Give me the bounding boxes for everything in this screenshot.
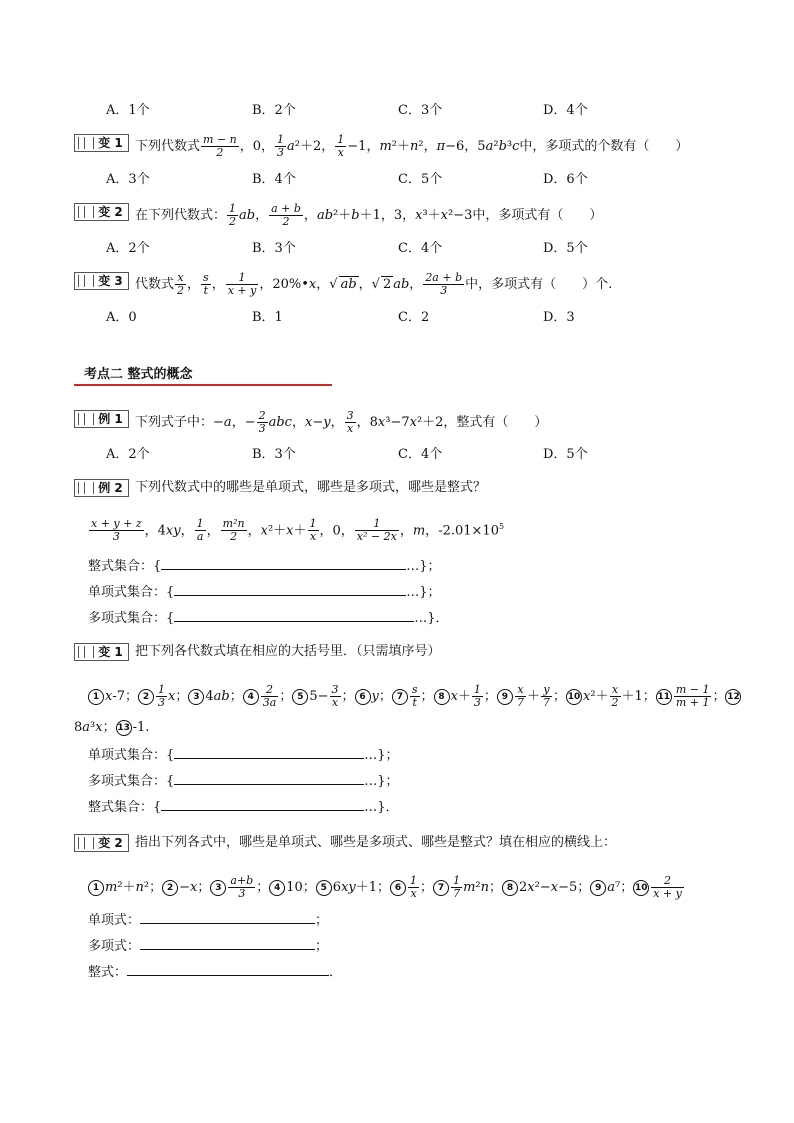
bian2b-question: 指出下列各式中，哪些是单项式、哪些是多项式、哪些是整式？填在相应的横线上：	[135, 835, 617, 850]
bian1b-set-monomial	[88, 746, 399, 765]
option-a[interactable]: A．0	[106, 310, 137, 325]
bian1b-expressions-cont: 8a³x； 13 -1.	[74, 720, 150, 735]
option-b[interactable]: B．2个	[252, 103, 296, 118]
answer-blank[interactable]	[174, 609, 414, 622]
set-end: …}．	[414, 611, 449, 626]
answer-end: ；	[315, 913, 329, 928]
question-text: 在下列代数式：	[135, 208, 227, 223]
tag-label: 变 3	[98, 274, 123, 288]
bian3-tag	[74, 272, 129, 290]
set-label: 单项式集合：{	[88, 748, 175, 763]
bian1b-expressions: 1 x-7； 2 $\frac{1}{3}$ x； 3 4ab； 4 $\frac{2}{3a}$ ； 5 5− $\frac{3}{x}$ ； 6 y； 7 $\frac{s}{t}$ ； 8 x＋ $\frac{1}{3}$ ； 9 $\frac{x}{7}$ ＋ $\frac{y}{7}$ ； 10 x²＋ $\frac{x}{2}$ ＋1； 11 $\frac{m - 1}{m + 1}$ ； 12	[88, 684, 742, 709]
set-end: …}．	[364, 800, 399, 815]
answer-label: 整式：	[88, 965, 128, 980]
bian1-question: 下列代数式 $\frac{m - n}{2}$ ，0， $\frac{1}{3}$ a²＋2， $\frac{1}{x}$ −1，m²＋n²，π−6，5a²b³c中，多项式的个数有（ ）	[135, 133, 689, 159]
answer-end: ．	[329, 965, 343, 980]
tag-label: 变 2	[98, 836, 123, 850]
question-text: 代数式	[135, 277, 175, 292]
sci-number: -2.01×10	[438, 523, 499, 539]
li2-question: 下列代数式中的哪些是单项式，哪些是多项式，哪些是整式？	[135, 480, 487, 495]
question-text: 中，多项式有（ ）	[472, 208, 603, 223]
li2-expressions: $\frac{x + y + z}{3}$ ，4xy， $\frac{1}{a}$ ， $\frac{\text{m²n}}{2}$ ，x²＋x＋ $\frac{1}{x}$ ，0， $\frac{1}{\text{x² − 2x}}$ ，m，$-2.01\times 10^5$	[91, 517, 505, 544]
answer-blank[interactable]	[161, 557, 406, 570]
bian1b-set-integral	[88, 798, 399, 817]
bian1b-tag	[74, 643, 129, 661]
answer-end: ；	[315, 939, 329, 954]
question-text: 下列式子中：	[135, 415, 214, 430]
bian2-tag	[74, 203, 129, 221]
answer-blank[interactable]	[174, 746, 364, 759]
option-b[interactable]: B．3个	[252, 447, 296, 462]
option-b[interactable]: B．3个	[252, 241, 296, 256]
last-item: -1.	[132, 720, 150, 735]
answer-blank[interactable]	[174, 583, 406, 596]
li1-options	[106, 443, 606, 461]
set-end: …}；	[406, 559, 441, 574]
option-a[interactable]: A．3个	[106, 172, 150, 187]
section-heading	[74, 366, 332, 386]
bian2b-tag	[74, 834, 129, 852]
option-b[interactable]: B．1	[252, 310, 283, 325]
option-c[interactable]: C．4个	[398, 447, 443, 462]
option-d[interactable]: D．5个	[543, 447, 588, 462]
bian1-options	[106, 168, 606, 186]
set-label: 整式集合：{	[88, 559, 162, 574]
set-end: …}；	[406, 585, 441, 600]
answer-blank[interactable]	[140, 911, 315, 924]
li1-tag	[74, 410, 129, 428]
set-label: 整式集合：{	[88, 800, 162, 815]
bian2b-monomial-line	[88, 911, 328, 930]
li2-set-polynomial	[88, 609, 449, 628]
bian1b-set-polynomial	[88, 772, 399, 791]
li2-set-monomial	[88, 583, 441, 602]
option-c[interactable]: C．4个	[398, 241, 443, 256]
question-text: 中，多项式的个数有（ ）	[519, 139, 689, 154]
bian2b-integral-line	[88, 963, 342, 982]
set-end: …}；	[364, 748, 399, 763]
set-label: 单项式集合：{	[88, 585, 175, 600]
bian2-question: 在下列代数式： $\frac{1}{2}$ ab， $\frac{a + b}{2}$ ，ab²＋b＋1，3，x³＋x²−3中，多项式有（ ）	[135, 202, 603, 228]
option-a[interactable]: A．2个	[106, 447, 150, 462]
bian3-question: 代数式 $\frac{x}{2}$ ， $\frac{s}{t}$ ， $\frac{1}{x + y}$ ，20%•x，√ ab ，√ 2 ab， $\frac{2a + b}{3}$ 中，多项式有（ ）个.	[135, 271, 613, 297]
li2-set-integral	[88, 557, 441, 576]
option-b[interactable]: B．4个	[252, 172, 296, 187]
tag-label: 例 2	[98, 481, 123, 495]
answer-blank[interactable]	[161, 798, 364, 811]
set-label: 多项式集合：{	[88, 611, 175, 626]
tag-label: 变 1	[98, 645, 123, 659]
option-d[interactable]: D．3	[543, 310, 575, 325]
answer-blank[interactable]	[174, 772, 364, 785]
answer-label: 单项式：	[88, 913, 141, 928]
option-d[interactable]: D．6个	[543, 172, 588, 187]
option-c[interactable]: C．2	[398, 310, 430, 325]
option-d[interactable]: D．5个	[543, 241, 588, 256]
li1-question: 下列式子中：−a，− $\frac{2}{3}$ abc，x−y， $\frac{3}{x}$ ，8x³−7x²＋2，整式有（ ）	[135, 409, 548, 435]
bian2b-polynomial-line	[88, 937, 328, 956]
option-d[interactable]: D．4个	[543, 103, 588, 118]
bian2-options	[106, 237, 606, 255]
answer-blank[interactable]	[140, 937, 315, 950]
bian3-options	[106, 306, 606, 324]
section-title: 考点二 整式的概念	[84, 367, 193, 382]
set-end: …}；	[364, 774, 399, 789]
answer-label: 多项式：	[88, 939, 141, 954]
bian2b-expressions: 1 m²＋n²； 2 −x； 3 $\frac{a+b}{3}$ ； 4 10； 5 6xy＋1； 6 $\frac{1}{x}$ ； 7 $\frac{1}{7}$ m²n； 8 2x²−x−5； 9 a⁷； 10 $\frac{2}{x + y}$	[88, 875, 685, 900]
bian1-tag	[74, 134, 129, 152]
tag-label: 例 1	[98, 412, 123, 426]
tag-label: 变 2	[98, 205, 123, 219]
question-text: 中，多项式有（ ）个.	[465, 277, 613, 292]
option-a[interactable]: A．2个	[106, 241, 150, 256]
top-options	[106, 99, 606, 117]
option-c[interactable]: C．5个	[398, 172, 443, 187]
tag-label: 变 1	[98, 136, 123, 150]
bian1b-question: 把下列各代数式填在相应的大括号里．（只需填序号）	[135, 644, 441, 659]
question-text: 下列代数式	[135, 139, 201, 154]
question-text: ，整式有（ ）	[443, 415, 548, 430]
option-a[interactable]: A．1个	[106, 103, 150, 118]
option-c[interactable]: C．3个	[398, 103, 443, 118]
li2-tag	[74, 479, 129, 497]
set-label: 多项式集合：{	[88, 774, 175, 789]
answer-blank[interactable]	[127, 963, 329, 976]
